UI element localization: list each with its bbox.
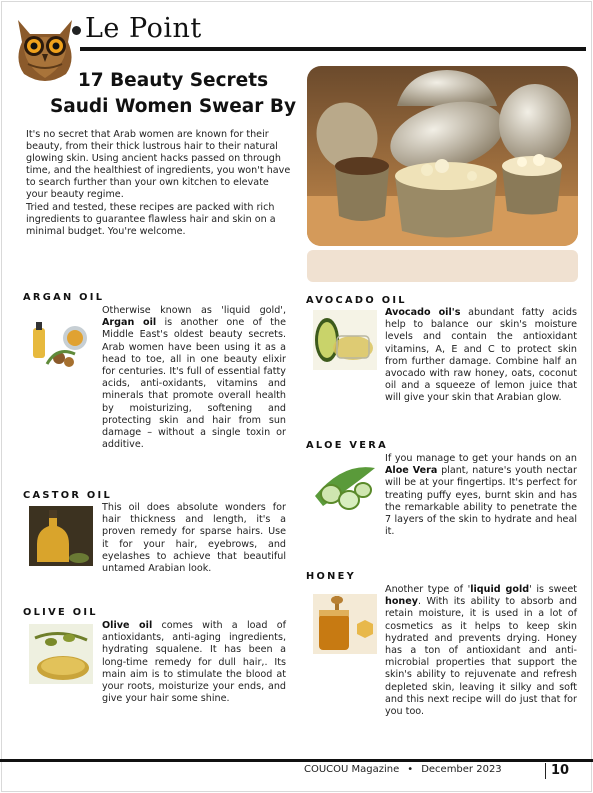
honey-text-bold-1: liquid gold bbox=[470, 584, 530, 595]
argan-oil-text bbox=[102, 305, 286, 451]
honey-text bbox=[385, 584, 577, 718]
aloe-text-bold: Aloe Vera bbox=[385, 465, 438, 477]
header-rule bbox=[80, 47, 586, 51]
footer-rule bbox=[0, 759, 593, 762]
argan-text-bold: Argan oil bbox=[102, 317, 157, 329]
title-line-1: 17 Beauty Secrets bbox=[77, 70, 269, 91]
section-heading-honey: HONEY bbox=[306, 571, 357, 582]
aloe-text-pre: If you manage to get your hands on an bbox=[385, 453, 577, 464]
section-heading-avocado-oil: AVOCADO OIL bbox=[306, 295, 407, 306]
castor-oil-image bbox=[29, 506, 93, 566]
section-heading-argan-oil: ARGAN OIL bbox=[23, 292, 105, 303]
aloe-vera-text bbox=[385, 453, 577, 538]
section-heading-aloe-vera: ALOE VERA bbox=[306, 440, 389, 451]
argan-text-post: is another one of the Middle East's oldest beauty secrets. Arab women have been using it as a head to toe, all in one beauty elixir for centuries. It's full of essential fatty acids, anti-oxidants, vitamins and minerals that promote overall health by moisturizing, softening and protecting skin and hair from sun damage – without a single toxin or additive. bbox=[102, 317, 286, 451]
castor-oil-text: This oil does absolute wonders for hair thickness and length, it's a proven remedy for sparse hairs. Use it for your hair, eyebrows, and eyelashes to achieve that beautiful untamed Arabian look. bbox=[102, 502, 286, 575]
honey-text-mid: ' is sweet bbox=[529, 584, 577, 595]
footer-magazine: COUCOU Magazine bbox=[304, 764, 400, 775]
brand-bullet bbox=[72, 26, 81, 35]
argan-text-pre: Otherwise known as 'liquid gold', bbox=[102, 305, 286, 316]
hero-image-jars bbox=[307, 66, 578, 246]
brand-name: Le Point bbox=[85, 13, 202, 44]
intro-paragraph-1: It's no secret that Arab women are known for their beauty, from their thick lustrous hair to their natural glowing skin. Using ancient hacks passed on through time, and the healthiest of ingredients, you won't have to search further than your own kitchen to elevate your beauty regime. bbox=[26, 129, 291, 201]
argan-oil-image bbox=[27, 314, 91, 374]
olive-text-bold: Olive oil bbox=[102, 620, 153, 631]
footer-separator: • bbox=[407, 764, 414, 775]
article-title bbox=[28, 68, 318, 120]
honey-image bbox=[313, 594, 377, 654]
honey-text-post: . With its ability to absorb and retain moisture, it is used in a lot of cosmetics as it helps to keep skin hydrated and prevents drying. Honey has a ton of antioxidant and anti-microbial properties that support the skin's ability to rejuvenate and refresh depleted skin, leaving it silky and soft and this next recipe will do just that for you too. bbox=[385, 596, 577, 718]
title-line-2: Saudi Women Swear By bbox=[49, 96, 297, 117]
footer-credit bbox=[304, 764, 502, 775]
page-number-divider bbox=[545, 763, 546, 779]
section-heading-olive-oil: OLIVE OIL bbox=[23, 607, 98, 618]
honey-text-pre: Another type of ' bbox=[385, 584, 471, 595]
olive-oil-image bbox=[29, 624, 93, 684]
section-heading-castor-oil: CASTOR OIL bbox=[23, 490, 113, 501]
aloe-text-post: plant, nature's youth nectar will be at your fingertips. It's perfect for treating puffy eyes, burnt skin and has the remarkable ability to penetrate the 7 layers of the skin to hydrate and heal it. bbox=[385, 465, 577, 538]
olive-oil-text bbox=[102, 620, 286, 705]
avocado-text-bold: Avocado oil's bbox=[385, 307, 461, 318]
olive-text-post: comes with a load of antioxidants, anti-aging ingredients, hydrating squalene. It has been a long-time remedy for dull hair,. Its main aim is to stimulate the blood at your roots, moisturize your ends, and give your hair some shine. bbox=[102, 620, 286, 705]
intro-paragraph-2: Tried and tested, these recipes are packed with rich ingredients to guarantee flawless hair and skin on a minimal budget. You're welcome. bbox=[26, 201, 276, 237]
footer-date: December 2023 bbox=[421, 764, 502, 775]
page-number: 10 bbox=[551, 763, 570, 778]
avocado-oil-text bbox=[385, 307, 577, 405]
hero-image-reflection bbox=[307, 250, 578, 282]
avocado-text-post: abundant fatty acids help to balance our skin's moisture levels and contain the antioxidant vitamins, A, E and C to protect skin from further damage. Combine half an avocado with raw honey, oats, coconut oil and a squeeze of lemon juice that will give your skin that Arabian glow. bbox=[385, 307, 577, 404]
intro-text bbox=[26, 129, 292, 238]
aloe-vera-image bbox=[313, 456, 377, 516]
avocado-oil-image bbox=[313, 310, 377, 370]
honey-text-bold-2: honey bbox=[385, 596, 419, 608]
